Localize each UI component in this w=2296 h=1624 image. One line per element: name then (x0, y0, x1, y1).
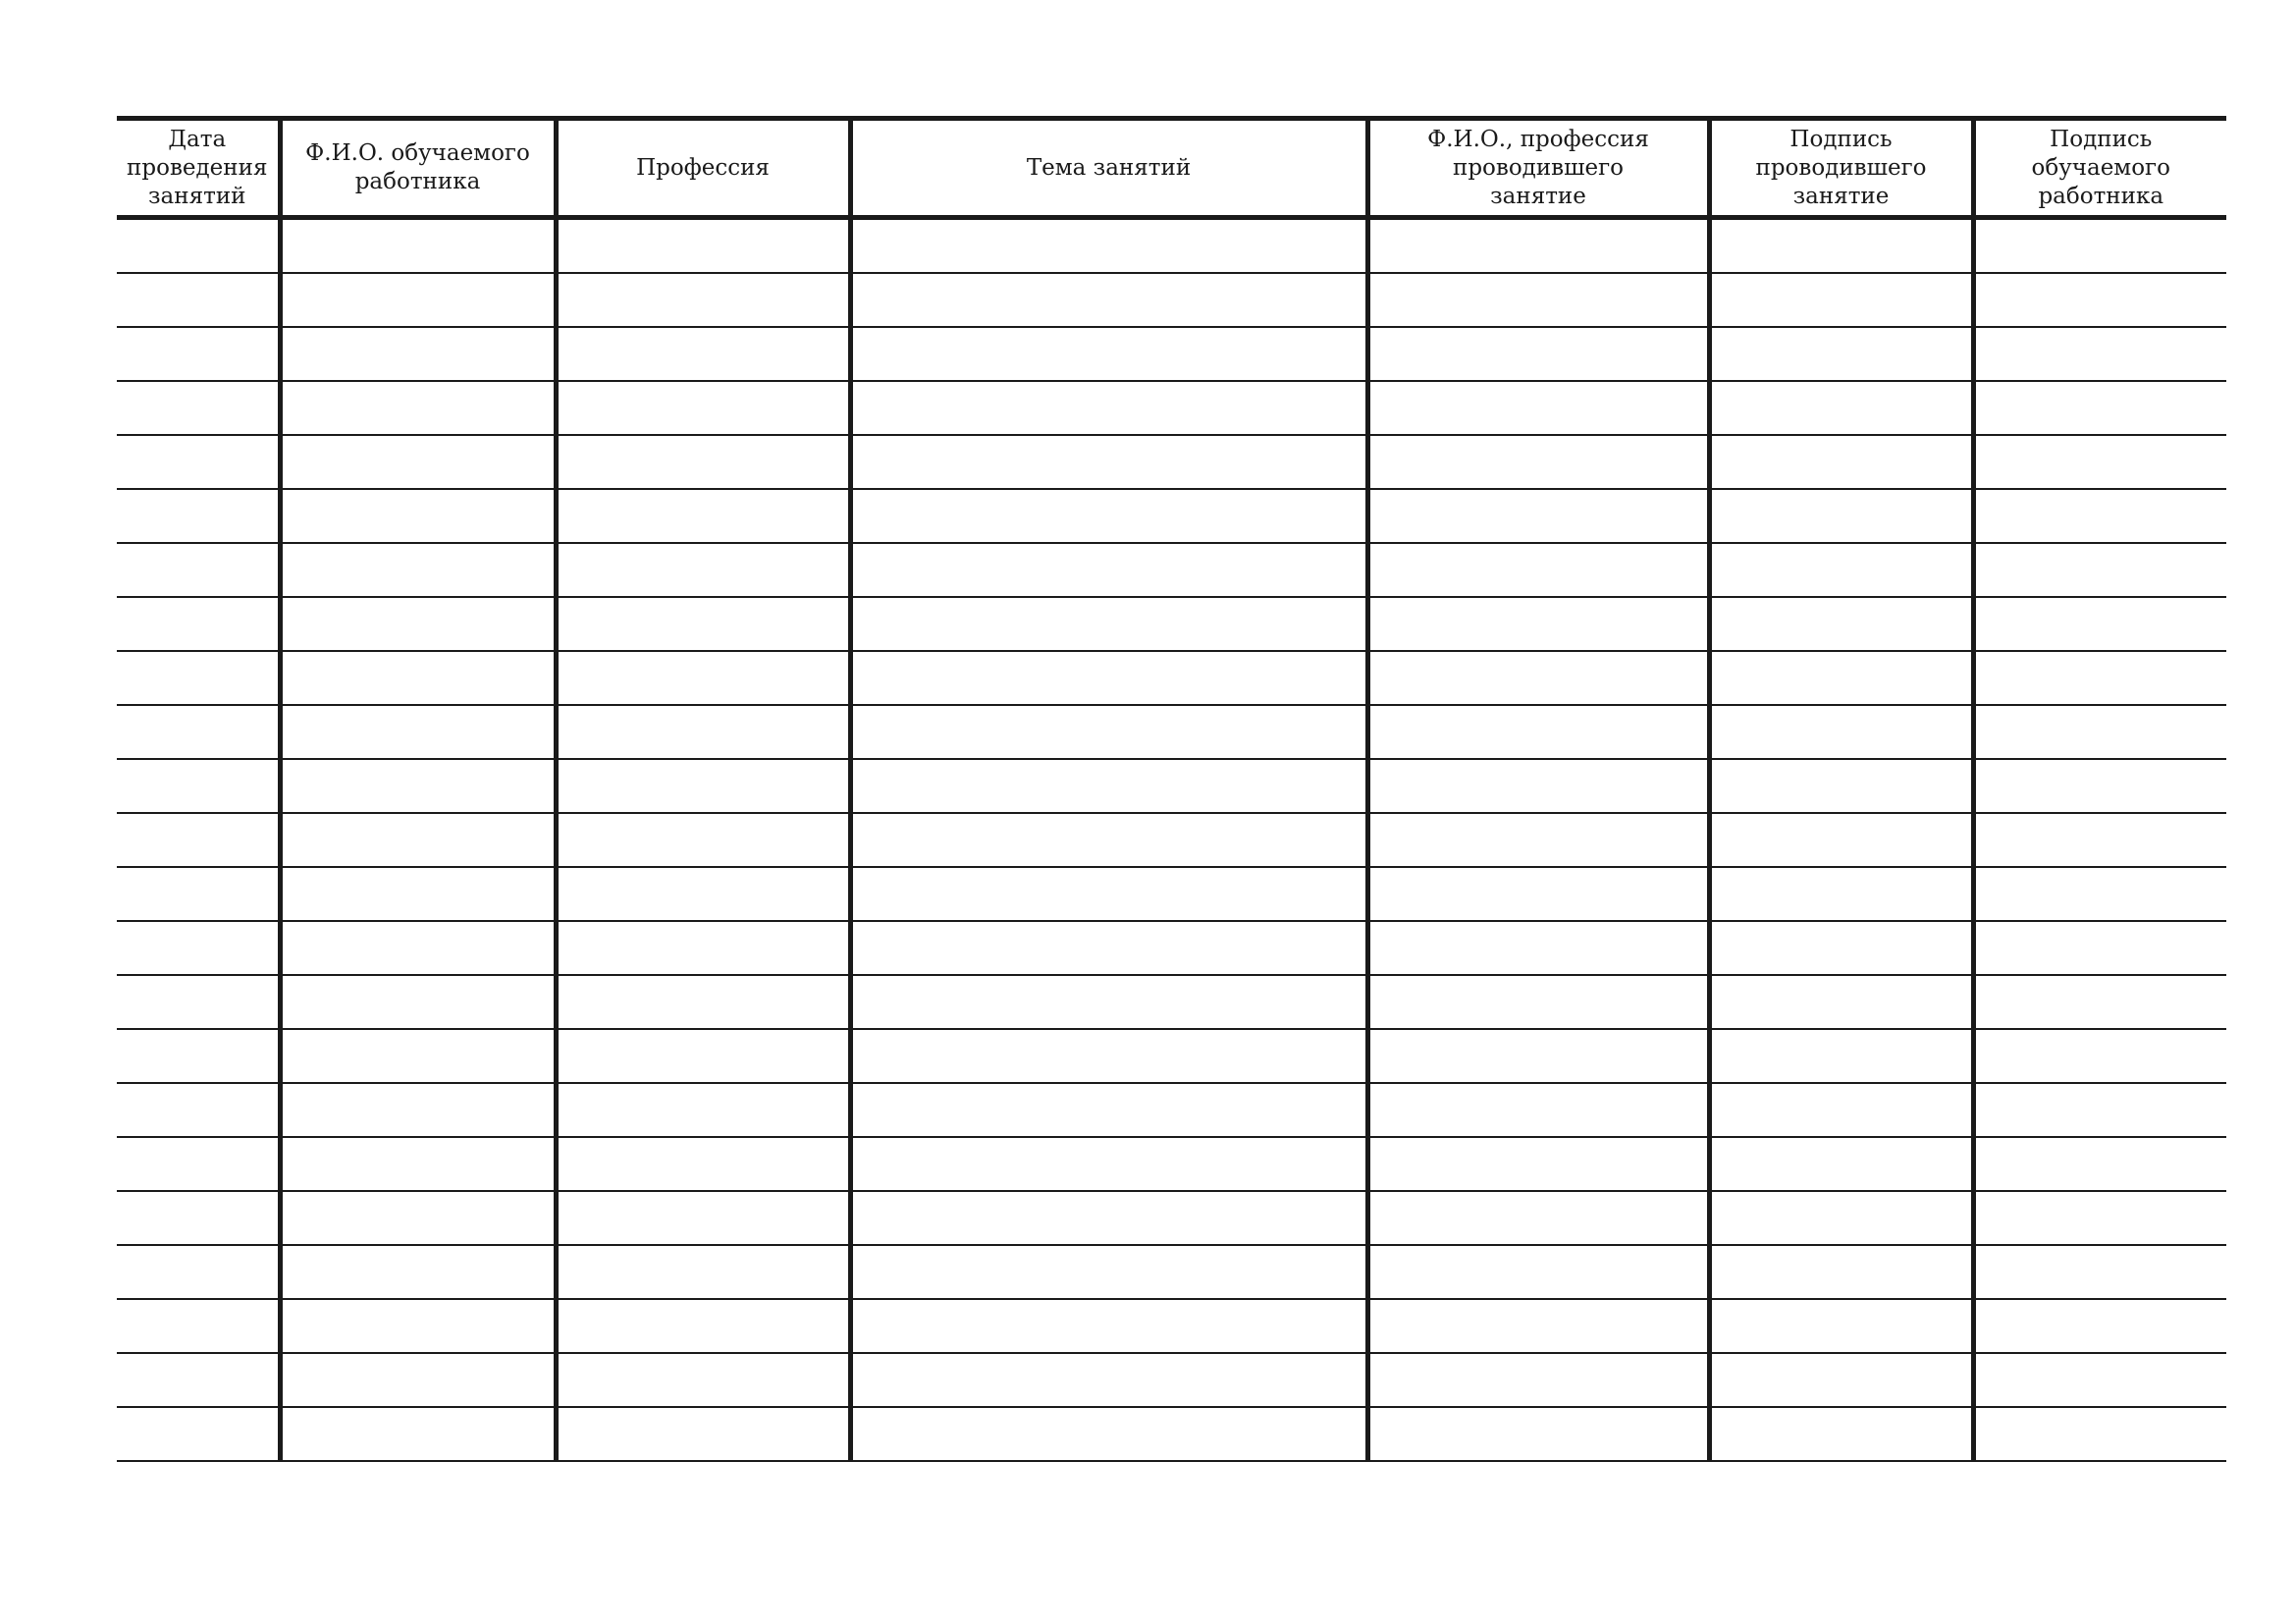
header-row (117, 119, 2226, 218)
cell-trainee-name[interactable] (280, 651, 556, 705)
cell-trainee-signature[interactable] (1973, 1407, 2226, 1461)
cell-profession[interactable] (556, 867, 850, 921)
cell-instructor[interactable] (1367, 1083, 1709, 1137)
cell-instructor[interactable] (1367, 543, 1709, 597)
cell-instructor[interactable] (1367, 489, 1709, 543)
cell-date[interactable] (117, 651, 280, 705)
cell-trainee-signature[interactable] (1973, 273, 2226, 327)
cell-trainee-signature[interactable] (1973, 1353, 2226, 1407)
table-row (117, 381, 2226, 435)
cell-instructor[interactable] (1367, 218, 1709, 274)
cell-profession[interactable] (556, 327, 850, 381)
table-row (117, 813, 2226, 867)
cell-instructor[interactable] (1367, 921, 1709, 975)
table-header (117, 119, 2226, 218)
table-row (117, 273, 2226, 327)
cell-instructor[interactable] (1367, 1137, 1709, 1191)
cell-trainee-name[interactable] (280, 1191, 556, 1245)
cell-profession[interactable] (556, 1245, 850, 1299)
cell-profession[interactable] (556, 651, 850, 705)
cell-trainee-name[interactable] (280, 813, 556, 867)
cell-date[interactable] (117, 759, 280, 813)
cell-trainee-name[interactable] (280, 1029, 556, 1083)
cell-date[interactable] (117, 813, 280, 867)
cell-trainee-signature[interactable] (1973, 813, 2226, 867)
cell-date[interactable] (117, 1353, 280, 1407)
cell-trainee-signature[interactable] (1973, 1299, 2226, 1353)
cell-profession[interactable] (556, 975, 850, 1029)
cell-profession[interactable] (556, 1353, 850, 1407)
cell-profession[interactable] (556, 218, 850, 274)
cell-trainee-signature[interactable] (1973, 867, 2226, 921)
cell-date[interactable] (117, 975, 280, 1029)
table-row (117, 867, 2226, 921)
cell-instructor[interactable] (1367, 381, 1709, 435)
cell-date[interactable] (117, 1407, 280, 1461)
table-row (117, 327, 2226, 381)
cell-instructor-signature[interactable] (1709, 921, 1973, 975)
cell-topic[interactable] (850, 1245, 1367, 1299)
cell-instructor[interactable] (1367, 435, 1709, 489)
cell-instructor-signature[interactable] (1709, 543, 1973, 597)
cell-trainee-signature[interactable] (1973, 1191, 2226, 1245)
cell-trainee-signature[interactable] (1973, 218, 2226, 274)
cell-date[interactable] (117, 1299, 280, 1353)
table-body (117, 218, 2226, 1462)
cell-topic[interactable] (850, 489, 1367, 543)
cell-topic[interactable] (850, 867, 1367, 921)
cell-date[interactable] (117, 543, 280, 597)
cell-profession[interactable] (556, 597, 850, 651)
cell-instructor-signature[interactable] (1709, 489, 1973, 543)
cell-instructor-signature[interactable] (1709, 218, 1973, 274)
cell-instructor[interactable] (1367, 867, 1709, 921)
cell-topic[interactable] (850, 1137, 1367, 1191)
cell-trainee-name[interactable] (280, 381, 556, 435)
cell-instructor[interactable] (1367, 1407, 1709, 1461)
cell-profession[interactable] (556, 1137, 850, 1191)
cell-topic[interactable] (850, 218, 1367, 274)
cell-trainee-name[interactable] (280, 1299, 556, 1353)
cell-topic[interactable] (850, 813, 1367, 867)
cell-trainee-name[interactable] (280, 327, 556, 381)
cell-instructor-signature[interactable] (1709, 1083, 1973, 1137)
cell-topic[interactable] (850, 651, 1367, 705)
cell-profession[interactable] (556, 1029, 850, 1083)
cell-trainee-name[interactable] (280, 1083, 556, 1137)
cell-trainee-name[interactable] (280, 921, 556, 975)
table-row (117, 705, 2226, 759)
cell-instructor[interactable] (1367, 1029, 1709, 1083)
cell-date[interactable] (117, 1191, 280, 1245)
cell-trainee-name[interactable] (280, 435, 556, 489)
cell-topic[interactable] (850, 705, 1367, 759)
cell-instructor-signature[interactable] (1709, 435, 1973, 489)
cell-trainee-signature[interactable] (1973, 651, 2226, 705)
cell-instructor-signature[interactable] (1709, 1137, 1973, 1191)
cell-trainee-name[interactable] (280, 1353, 556, 1407)
cell-topic[interactable] (850, 921, 1367, 975)
cell-profession[interactable] (556, 381, 850, 435)
cell-trainee-signature[interactable] (1973, 543, 2226, 597)
cell-instructor-signature[interactable] (1709, 651, 1973, 705)
cell-trainee-signature[interactable] (1973, 1029, 2226, 1083)
cell-instructor[interactable] (1367, 1191, 1709, 1245)
cell-trainee-signature[interactable] (1973, 381, 2226, 435)
cell-instructor-signature[interactable] (1709, 597, 1973, 651)
cell-trainee-signature[interactable] (1973, 435, 2226, 489)
column-header-date: Дата проведения занятий (117, 119, 280, 218)
training-journal-table (117, 116, 2226, 1462)
cell-trainee-name[interactable] (280, 273, 556, 327)
cell-topic[interactable] (850, 273, 1367, 327)
cell-topic[interactable] (850, 975, 1367, 1029)
cell-instructor-signature[interactable] (1709, 813, 1973, 867)
table-row (117, 1407, 2226, 1461)
cell-profession[interactable] (556, 759, 850, 813)
cell-instructor[interactable] (1367, 705, 1709, 759)
cell-trainee-name[interactable] (280, 489, 556, 543)
cell-trainee-signature[interactable] (1973, 975, 2226, 1029)
cell-trainee-signature[interactable] (1973, 1137, 2226, 1191)
cell-trainee-name[interactable] (280, 1245, 556, 1299)
table-row (117, 543, 2226, 597)
cell-date[interactable] (117, 273, 280, 327)
cell-instructor[interactable] (1367, 597, 1709, 651)
cell-instructor-signature[interactable] (1709, 1029, 1973, 1083)
cell-date[interactable] (117, 705, 280, 759)
cell-date[interactable] (117, 327, 280, 381)
cell-trainee-signature[interactable] (1973, 921, 2226, 975)
cell-date[interactable] (117, 597, 280, 651)
cell-profession[interactable] (556, 921, 850, 975)
table-row (117, 1245, 2226, 1299)
table-row (117, 218, 2226, 274)
table-row (117, 1353, 2226, 1407)
cell-date[interactable] (117, 1137, 280, 1191)
column-header-trainee-signature: Подпись обучаемого работника (1973, 119, 2226, 218)
cell-trainee-name[interactable] (280, 1137, 556, 1191)
cell-profession[interactable] (556, 489, 850, 543)
cell-instructor[interactable] (1367, 327, 1709, 381)
column-header-profession: Профессия (556, 119, 850, 218)
cell-date[interactable] (117, 489, 280, 543)
cell-instructor[interactable] (1367, 1245, 1709, 1299)
cell-date[interactable] (117, 218, 280, 274)
cell-profession[interactable] (556, 1083, 850, 1137)
cell-instructor-signature[interactable] (1709, 1353, 1973, 1407)
cell-topic[interactable] (850, 1191, 1367, 1245)
cell-instructor-signature[interactable] (1709, 975, 1973, 1029)
cell-trainee-name[interactable] (280, 759, 556, 813)
table-row (117, 597, 2226, 651)
table-row (117, 435, 2226, 489)
cell-trainee-name[interactable] (280, 705, 556, 759)
cell-instructor-signature[interactable] (1709, 1299, 1973, 1353)
cell-instructor-signature[interactable] (1709, 1191, 1973, 1245)
cell-trainee-signature[interactable] (1973, 705, 2226, 759)
cell-trainee-name[interactable] (280, 218, 556, 274)
cell-topic[interactable] (850, 1083, 1367, 1137)
cell-topic[interactable] (850, 1299, 1367, 1353)
table-row (117, 1137, 2226, 1191)
cell-topic[interactable] (850, 1353, 1367, 1407)
table-row (117, 651, 2226, 705)
cell-trainee-name[interactable] (280, 975, 556, 1029)
cell-date[interactable] (117, 867, 280, 921)
table-row (117, 921, 2226, 975)
cell-instructor[interactable] (1367, 759, 1709, 813)
cell-instructor[interactable] (1367, 273, 1709, 327)
cell-profession[interactable] (556, 705, 850, 759)
cell-trainee-signature[interactable] (1973, 489, 2226, 543)
cell-trainee-name[interactable] (280, 867, 556, 921)
cell-date[interactable] (117, 381, 280, 435)
table-row (117, 1083, 2226, 1137)
cell-topic[interactable] (850, 543, 1367, 597)
cell-date[interactable] (117, 921, 280, 975)
cell-instructor[interactable] (1367, 1299, 1709, 1353)
cell-topic[interactable] (850, 1407, 1367, 1461)
cell-date[interactable] (117, 1029, 280, 1083)
table-row (117, 1029, 2226, 1083)
cell-trainee-signature[interactable] (1973, 327, 2226, 381)
cell-trainee-name[interactable] (280, 1407, 556, 1461)
cell-instructor[interactable] (1367, 813, 1709, 867)
cell-profession[interactable] (556, 813, 850, 867)
cell-profession[interactable] (556, 435, 850, 489)
cell-instructor-signature[interactable] (1709, 327, 1973, 381)
cell-instructor-signature[interactable] (1709, 381, 1973, 435)
column-header-instructor-signature: Подпись проводившего занятие (1709, 119, 1973, 218)
table-row (117, 489, 2226, 543)
table-row (117, 1299, 2226, 1353)
cell-profession[interactable] (556, 1299, 850, 1353)
cell-profession[interactable] (556, 273, 850, 327)
cell-instructor-signature[interactable] (1709, 867, 1973, 921)
cell-instructor-signature[interactable] (1709, 1245, 1973, 1299)
cell-profession[interactable] (556, 1191, 850, 1245)
cell-instructor-signature[interactable] (1709, 273, 1973, 327)
cell-date[interactable] (117, 435, 280, 489)
cell-trainee-signature[interactable] (1973, 597, 2226, 651)
column-header-topic: Тема занятий (850, 119, 1367, 218)
cell-trainee-name[interactable] (280, 543, 556, 597)
cell-instructor[interactable] (1367, 975, 1709, 1029)
cell-profession[interactable] (556, 543, 850, 597)
cell-trainee-name[interactable] (280, 597, 556, 651)
cell-date[interactable] (117, 1245, 280, 1299)
cell-topic[interactable] (850, 435, 1367, 489)
table-row (117, 975, 2226, 1029)
cell-topic[interactable] (850, 381, 1367, 435)
cell-instructor-signature[interactable] (1709, 759, 1973, 813)
cell-profession[interactable] (556, 1407, 850, 1461)
cell-topic[interactable] (850, 1029, 1367, 1083)
cell-topic[interactable] (850, 327, 1367, 381)
cell-instructor-signature[interactable] (1709, 1407, 1973, 1461)
cell-topic[interactable] (850, 759, 1367, 813)
cell-instructor[interactable] (1367, 1353, 1709, 1407)
table-row (117, 1191, 2226, 1245)
column-header-instructor: Ф.И.О., профессия проводившего занятие (1367, 119, 1709, 218)
table-row (117, 759, 2226, 813)
column-header-trainee-name: Ф.И.О. обучаемого работника (280, 119, 556, 218)
cell-instructor-signature[interactable] (1709, 705, 1973, 759)
cell-trainee-signature[interactable] (1973, 759, 2226, 813)
cell-topic[interactable] (850, 597, 1367, 651)
cell-trainee-signature[interactable] (1973, 1083, 2226, 1137)
cell-date[interactable] (117, 1083, 280, 1137)
cell-instructor[interactable] (1367, 651, 1709, 705)
cell-trainee-signature[interactable] (1973, 1245, 2226, 1299)
